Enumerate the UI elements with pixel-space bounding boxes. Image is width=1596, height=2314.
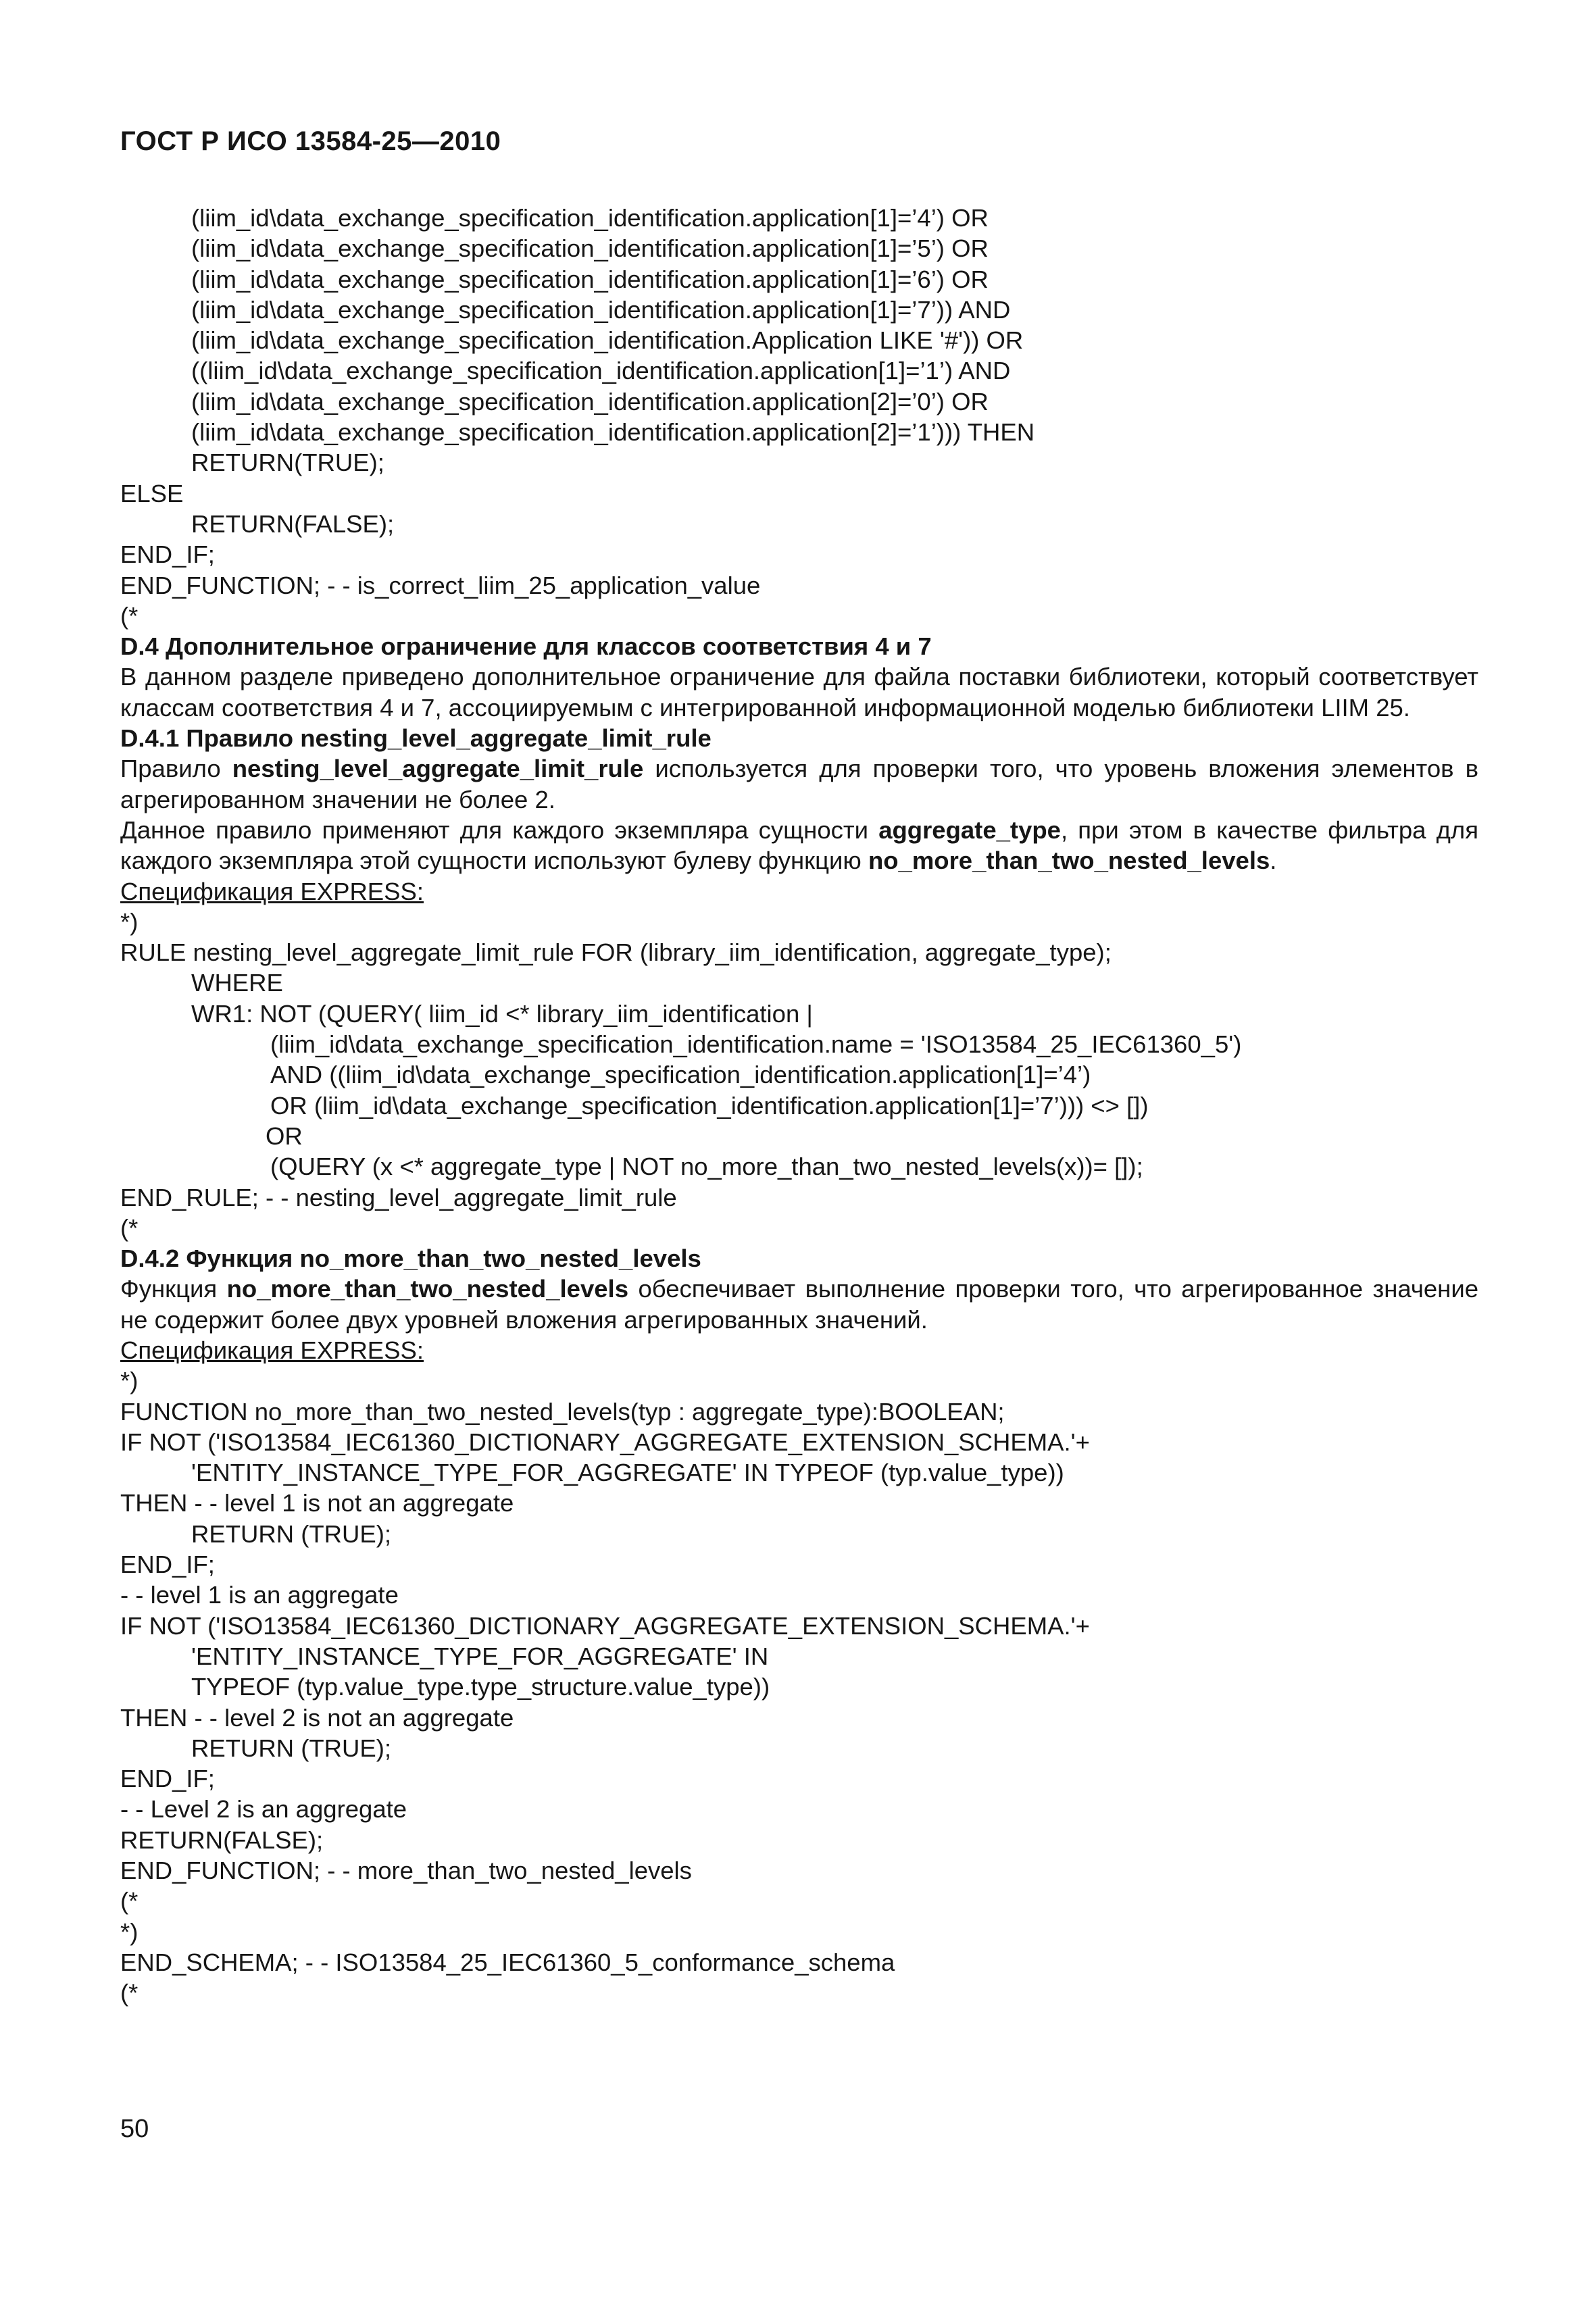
entity-name: aggregate_type: [878, 815, 1061, 844]
text-run: используется для проверки того, что уровень вложения элементов в агрегированном значении не более 2.: [120, 755, 1478, 813]
section-heading: D.4 Дополнительное ограничение для классов соответствия 4 и 7: [120, 632, 932, 661]
code-line: END_IF;: [120, 540, 215, 569]
code-line: OR (liim_id\data_exchange_specification_identification.application[1]=’7’))) <> []): [270, 1091, 1149, 1120]
code-line: RETURN(FALSE);: [120, 1826, 324, 1854]
section-heading: D.4.1 Правило nesting_level_aggregate_limit_rule: [120, 724, 712, 753]
document-body: [120, 203, 1478, 2009]
code-block-top: [120, 203, 1478, 631]
code-line: (liim_id\data_exchange_specification_identification.Application LIKE '#')) OR: [191, 326, 1024, 355]
text-run: обеспечивает выполнение проверки того, что агрегированное значение не содержит более двух уровней вложения агрегированных значений.: [120, 1275, 1479, 1334]
code-line: END_IF;: [120, 1765, 215, 1793]
code-line: (liim_id\data_exchange_specification_identification.application[2]=’1’))) THEN: [191, 418, 1035, 447]
section-paragraph: [120, 815, 1478, 876]
text-run: Правило: [120, 755, 232, 783]
code-line: RETURN (TRUE);: [191, 1519, 392, 1548]
section-paragraph: В данном разделе приведено дополнительное ограничение для файла поставки библиотеки, который соответствует классам соответствия 4 и 7, ассоциируемым с интегрированной информационной моделью библиотеки LIIM 25.: [120, 663, 1478, 722]
code-block: [120, 907, 1478, 1243]
code-line: (liim_id\data_exchange_specification_identification.name = 'ISO13584_25_IEC61360_5'): [270, 1030, 1242, 1059]
code-line: 'ENTITY_INSTANCE_TYPE_FOR_AGGREGATE' IN: [191, 1642, 769, 1670]
code-line: RETURN(TRUE);: [191, 449, 384, 477]
code-line: OR: [266, 1122, 303, 1150]
code-line: END_FUNCTION; - - more_than_two_nested_levels: [120, 1857, 692, 1885]
code-line: RETURN (TRUE);: [191, 1734, 392, 1762]
section-d42: [120, 1243, 1478, 2008]
code-line: ((liim_id\data_exchange_specification_identification.application[1]=’1’) AND: [191, 357, 1011, 385]
text-run: Функция: [120, 1275, 227, 1303]
section-paragraph: [120, 1274, 1478, 1335]
code-line: WHERE: [191, 969, 283, 997]
text-run: .: [1270, 847, 1277, 875]
section-paragraph: [120, 753, 1478, 815]
code-line: RULE nesting_level_aggregate_limit_rule FOR (library_iim_identification, aggregate_type);: [120, 938, 1112, 967]
rule-name: nesting_level_aggregate_limit_rule: [232, 755, 644, 783]
code-line: ELSE: [120, 479, 184, 507]
code-line: (QUERY (x <* aggregate_type | NOT no_more_than_two_nested_levels(x))= []);: [270, 1153, 1143, 1181]
code-line: (liim_id\data_exchange_specification_identification.application[2]=’0’) OR: [191, 387, 989, 416]
section-heading: D.4.2 Функция no_more_than_two_nested_levels: [120, 1244, 701, 1273]
code-line: *): [120, 1917, 139, 1946]
code-line: END_IF;: [120, 1551, 215, 1579]
code-line: FUNCTION no_more_than_two_nested_levels(typ : aggregate_type):BOOLEAN;: [120, 1397, 1005, 1426]
text-run: Данное правило применяют для каждого экземпляра сущности: [120, 815, 879, 844]
code-line: END_RULE; - - nesting_level_aggregate_limit_rule: [120, 1183, 677, 1211]
function-name: no_more_than_two_nested_levels: [868, 847, 1270, 875]
code-line: END_SCHEMA; - - ISO13584_25_IEC61360_5_conformance_schema: [120, 1948, 895, 1976]
code-line: - - level 1 is an aggregate: [120, 1581, 399, 1609]
code-line: (liim_id\data_exchange_specification_identification.application[1]=’7’)) AND: [191, 295, 1011, 324]
code-line: THEN - - level 1 is not an aggregate: [120, 1489, 514, 1517]
code-block: [120, 1365, 1478, 2008]
code-line: RETURN(FALSE);: [191, 509, 395, 538]
code-line: AND ((liim_id\data_exchange_specification_identification.application[1]=’4’): [270, 1061, 1091, 1089]
document-header: ГОСТ Р ИСО 13584-25—2010: [120, 126, 501, 156]
code-line: IF NOT ('ISO13584_IEC61360_DICTIONARY_AGGREGATE_EXTENSION_SCHEMA.'+: [120, 1428, 1090, 1456]
function-name: no_more_than_two_nested_levels: [226, 1275, 628, 1303]
page-number: 50: [120, 2115, 149, 2143]
code-line: (liim_id\data_exchange_specification_identification.application[1]=’6’) OR: [191, 265, 989, 293]
code-line: IF NOT ('ISO13584_IEC61360_DICTIONARY_AGGREGATE_EXTENSION_SCHEMA.'+: [120, 1611, 1090, 1640]
code-line: 'ENTITY_INSTANCE_TYPE_FOR_AGGREGATE' IN TYPEOF (typ.value_type)): [191, 1459, 1064, 1487]
code-line: (liim_id\data_exchange_specification_identification.application[1]=’4’) OR: [191, 204, 989, 232]
code-line: (liim_id\data_exchange_specification_identification.application[1]=’5’) OR: [191, 234, 989, 263]
section-d41: [120, 723, 1478, 1243]
code-line: *): [120, 907, 139, 936]
spec-label: [120, 876, 1478, 907]
code-line: (*: [120, 1213, 139, 1242]
section-d4: [120, 631, 1478, 723]
code-line: TYPEOF (typ.value_type.type_structure.value_type)): [191, 1673, 770, 1701]
code-line: - - Level 2 is an aggregate: [120, 1795, 407, 1823]
code-line: *): [120, 1367, 139, 1395]
spec-label-text: Спецификация EXPRESS:: [120, 877, 424, 905]
text-run: , при этом в качестве фильтра для каждого экземпляра этой сущности используют булеву функцию: [120, 815, 1478, 875]
spec-label-text: Спецификация EXPRESS:: [120, 1336, 424, 1364]
code-line: END_FUNCTION; - - is_correct_liim_25_application_value: [120, 571, 761, 599]
code-line: WR1: NOT (QUERY( liim_id <* library_iim_identification |: [191, 999, 813, 1028]
code-line: (*: [120, 1887, 139, 1915]
code-line: (*: [120, 601, 139, 630]
code-line: THEN - - level 2 is not an aggregate: [120, 1703, 514, 1732]
code-line: (*: [120, 1979, 139, 2007]
spec-label: [120, 1335, 1478, 1365]
